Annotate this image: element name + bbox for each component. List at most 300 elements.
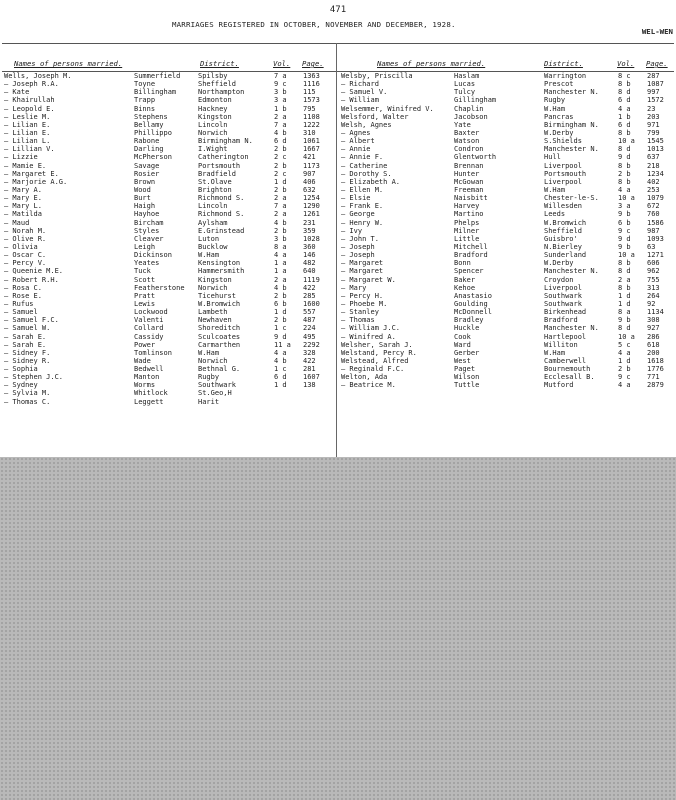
entry-district: W.Ham <box>544 185 566 194</box>
entry-district: Rugby <box>544 96 566 105</box>
entry-spouse: Bedwell <box>134 365 164 374</box>
entry-vol: 7 a <box>274 202 287 211</box>
register-entry <box>341 316 674 324</box>
entry-spouse: Spencer <box>454 267 484 276</box>
entry-district: Newhaven <box>198 316 232 325</box>
entry-spouse: McPherson <box>134 153 172 162</box>
entry-vol: 3 b <box>274 88 287 97</box>
register-entry <box>341 170 674 178</box>
entry-page: 313 <box>647 283 660 292</box>
entry-district: Luton <box>198 234 220 243</box>
entry-vol: 8 b <box>618 259 631 268</box>
entry-name: — Thomas <box>341 316 375 325</box>
entry-page: 402 <box>647 177 660 186</box>
register-entry <box>4 219 334 227</box>
entry-district: Kingston <box>198 112 232 121</box>
entry-district: Southwark <box>544 299 582 308</box>
entry-vol: 6 d <box>274 137 287 146</box>
register-entry <box>4 202 334 210</box>
entry-district: Sculcoates <box>198 332 241 341</box>
entry-spouse: Binns <box>134 104 156 113</box>
register-entry <box>341 276 674 284</box>
entry-spouse: Cook <box>454 332 471 341</box>
entry-name: — Dorothy S. <box>341 169 392 178</box>
entry-vol: 2 c <box>274 169 287 178</box>
register-entry <box>341 113 674 121</box>
entry-vol: 4 a <box>618 185 631 194</box>
entry-name: — Margaret <box>341 259 384 268</box>
entry-page: 1061 <box>303 137 320 146</box>
top-rule <box>2 43 674 44</box>
entry-vol: 2 a <box>274 210 287 219</box>
register-entry <box>4 373 334 381</box>
register-entry <box>341 267 674 275</box>
entry-page: 200 <box>647 348 660 357</box>
entry-district: Spilsby <box>198 72 228 80</box>
entry-name: — Oscar C. <box>4 251 47 260</box>
entry-spouse: Harvey <box>454 202 480 211</box>
entry-page: 1572 <box>647 96 664 105</box>
register-entry <box>341 349 674 357</box>
entry-district: Shoreditch <box>198 324 241 333</box>
entry-spouse: Lockwood <box>134 308 168 317</box>
entry-district: Birmingham N. <box>544 120 599 129</box>
entry-vol: 1 d <box>618 299 631 308</box>
register-entry <box>341 308 674 316</box>
register-entry <box>341 341 674 349</box>
right-vol-header: Vol. <box>617 59 635 68</box>
register-entry <box>4 398 334 406</box>
entry-spouse: Wood <box>134 185 151 194</box>
entry-district: Richmond S. <box>198 210 245 219</box>
entry-page: 1087 <box>647 80 664 89</box>
register-entry <box>4 72 334 80</box>
entry-page: 1108 <box>303 112 320 121</box>
entry-district: St.Geo,H <box>198 389 232 398</box>
entry-spouse: Bonn <box>454 259 471 268</box>
entry-spouse: Collard <box>134 324 164 333</box>
entry-page: 2292 <box>303 340 320 349</box>
entry-vol: 8 d <box>618 324 631 333</box>
entry-page: 755 <box>647 275 660 284</box>
entry-district: Lincoln <box>198 202 228 211</box>
register-entry <box>4 389 334 397</box>
entry-name: — William <box>341 96 379 105</box>
entry-vol: 8 b <box>618 80 631 89</box>
entry-page: 637 <box>647 153 660 162</box>
entry-name: — Catherine <box>341 161 388 170</box>
entry-spouse: Featherstone <box>134 283 185 292</box>
entry-vol: 4 b <box>274 283 287 292</box>
register-entry <box>341 96 674 104</box>
entry-district: Bethnal G. <box>198 365 241 374</box>
entry-name: — Phoebe M. <box>341 299 388 308</box>
entry-page: 92 <box>647 299 656 308</box>
entry-name: — Albert <box>341 137 375 146</box>
entry-page: 360 <box>303 242 316 251</box>
entry-name: — Elizabeth A. <box>341 177 401 186</box>
entry-vol: 9 b <box>618 242 631 251</box>
entry-spouse: Brennan <box>454 161 484 170</box>
entry-name: — Sylvia M. <box>4 389 51 398</box>
entry-vol: 8 a <box>618 308 631 317</box>
entry-page: 640 <box>303 267 316 276</box>
entry-spouse: Glentworth <box>454 153 497 162</box>
entry-name: — Percy V. <box>4 259 47 268</box>
entry-page: 1618 <box>647 356 664 365</box>
register-entry <box>4 259 334 267</box>
right-entry-list <box>341 72 674 389</box>
entry-vol: 10 a <box>618 137 635 146</box>
entry-district: Ticehurst <box>198 291 236 300</box>
entry-spouse: Styles <box>134 226 160 235</box>
entry-name: — Sidney R. <box>4 356 51 365</box>
entry-vol: 9 c <box>618 373 631 382</box>
entry-name: — Joseph <box>341 251 375 260</box>
entry-spouse: Haigh <box>134 202 156 211</box>
entry-page: 1234 <box>647 169 664 178</box>
entry-name: — Rufus <box>4 299 34 308</box>
register-entry <box>4 300 334 308</box>
entry-page: 760 <box>647 210 660 219</box>
entry-district: Croydon <box>544 275 574 284</box>
register-entry <box>341 219 674 227</box>
entry-vol: 8 b <box>618 128 631 137</box>
entry-name: — Olivia <box>4 242 38 251</box>
entry-page: 328 <box>303 348 316 357</box>
entry-district: Willesden <box>544 202 582 211</box>
entry-spouse: Wilson <box>454 373 480 382</box>
register-entry <box>341 88 674 96</box>
register-entry <box>341 381 674 389</box>
surname-range: WEL-WEN <box>641 27 673 36</box>
entry-page: 495 <box>303 332 316 341</box>
entry-spouse: Milner <box>454 226 480 235</box>
entry-district: Sheffield <box>544 226 582 235</box>
entry-vol: 4 a <box>274 251 287 260</box>
entry-district: Harit <box>198 397 220 406</box>
entry-name: — Leslie M. <box>4 112 51 121</box>
register-entry <box>341 365 674 373</box>
entry-vol: 5 c <box>618 340 631 349</box>
entry-page: 1776 <box>647 365 664 374</box>
entry-district: Warrington <box>544 72 587 80</box>
entry-district: W.Ham <box>198 348 220 357</box>
register-entry <box>341 251 674 259</box>
register-entry <box>4 349 334 357</box>
entry-page: 1586 <box>647 218 664 227</box>
entry-vol: 8 b <box>618 283 631 292</box>
page-title: MARRIAGES REGISTERED IN OCTOBER, NOVEMBER AND DECEMBER, 1928. <box>172 20 456 29</box>
entry-spouse: Pratt <box>134 291 156 300</box>
left-district-header: District. <box>200 59 239 68</box>
entry-district: Liverpool <box>544 283 582 292</box>
entry-spouse: Tuttle <box>454 381 480 390</box>
entry-page: 23 <box>647 104 656 113</box>
entry-spouse: McGowan <box>454 177 484 186</box>
entry-spouse: Tulcy <box>454 88 476 97</box>
entry-page: 482 <box>303 259 316 268</box>
entry-name: — Norah M. <box>4 226 47 235</box>
entry-vol: 4 a <box>274 348 287 357</box>
entry-district: Sheffield <box>198 80 236 89</box>
entry-spouse: Scott <box>134 275 156 284</box>
entry-spouse: Yate <box>454 120 471 129</box>
entry-district: Hammersmith <box>198 267 245 276</box>
entry-name: — Lillian V. <box>4 145 55 154</box>
entry-name: Welsher, Sarah J. <box>341 340 413 349</box>
entry-vol: 3 a <box>618 202 631 211</box>
register-entry <box>4 80 334 88</box>
left-entry-list <box>4 72 334 406</box>
entry-spouse: Wade <box>134 356 151 365</box>
entry-page: 224 <box>303 324 316 333</box>
entry-page: 557 <box>303 308 316 317</box>
entry-district: Sunderland <box>544 251 587 260</box>
entry-district: Lambeth <box>198 308 228 317</box>
entry-name: — Agnes <box>341 128 371 137</box>
entry-page: 987 <box>647 226 660 235</box>
entry-name: — Marjorie A.G. <box>4 177 68 186</box>
entry-vol: 1 d <box>274 308 287 317</box>
register-entry <box>4 284 334 292</box>
register-entry <box>341 121 674 129</box>
entry-name: Welton, Ada <box>341 373 388 382</box>
entry-spouse: Cleaver <box>134 234 164 243</box>
entry-vol: 4 a <box>618 348 631 357</box>
entry-spouse: Tuck <box>134 267 151 276</box>
entry-vol: 6 d <box>274 373 287 382</box>
entry-spouse: Stephens <box>134 112 168 121</box>
entry-vol: 2 b <box>618 365 631 374</box>
entry-name: — Lizzie <box>4 153 38 162</box>
entry-district: Manchester N. <box>544 88 599 97</box>
entry-vol: 8 d <box>618 267 631 276</box>
entry-vol: 11 a <box>274 340 291 349</box>
entry-spouse: Gerber <box>454 348 480 357</box>
entry-page: 1573 <box>303 96 320 105</box>
entry-vol: 8 d <box>618 145 631 154</box>
register-entry <box>4 365 334 373</box>
entry-name: Welsemmer, Winifred V. <box>341 104 434 113</box>
entry-name: — William J.C. <box>341 324 401 333</box>
entry-spouse: Phillippo <box>134 128 172 137</box>
entry-vol: 2 b <box>274 291 287 300</box>
entry-spouse: Chaplin <box>454 104 484 113</box>
entry-spouse: Bircham <box>134 218 164 227</box>
entry-district: W.Derby <box>544 259 574 268</box>
entry-page: 997 <box>647 88 660 97</box>
entry-page: 1093 <box>647 234 664 243</box>
entry-district: Rugby <box>198 373 220 382</box>
entry-district: St.Olave <box>198 177 232 186</box>
entry-page: 927 <box>647 324 660 333</box>
entry-spouse: Watson <box>454 137 480 146</box>
register-entry <box>4 137 334 145</box>
entry-spouse: Toyne <box>134 80 156 89</box>
entry-vol: 8 d <box>618 88 631 97</box>
entry-name: — Mary <box>341 283 367 292</box>
entry-name: — Annie F. <box>341 153 384 162</box>
entry-page: 287 <box>647 72 660 80</box>
entry-name: — Leopold E. <box>4 104 55 113</box>
entry-district: Leeds <box>544 210 566 219</box>
entry-district: Ecclesall B. <box>544 373 595 382</box>
entry-district: Manchester N. <box>544 145 599 154</box>
entry-district: Carmarthen <box>198 340 241 349</box>
entry-vol: 2 a <box>274 112 287 121</box>
entry-district: Richmond S. <box>198 194 245 203</box>
entry-name: — Maud <box>4 218 30 227</box>
entry-name: — Mary E. <box>4 194 42 203</box>
entry-spouse: Darling <box>134 145 164 154</box>
entry-vol: 8 b <box>618 177 631 186</box>
entry-district: E.Grinstead <box>198 226 245 235</box>
register-entry <box>341 243 674 251</box>
entry-name: — Lilian E. <box>4 120 51 129</box>
entry-spouse: Huckle <box>454 324 480 333</box>
register-entry <box>341 202 674 210</box>
entry-name: — Stanley <box>341 308 379 317</box>
entry-name: — Lilian L. <box>4 137 51 146</box>
entry-name: — Joseph <box>341 242 375 251</box>
register-entry <box>4 243 334 251</box>
entry-page: 1545 <box>647 137 664 146</box>
entry-name: — Sarah E. <box>4 340 47 349</box>
entry-name: — Samuel W. <box>4 324 51 333</box>
entry-page: 281 <box>303 365 316 374</box>
entry-name: — Percy H. <box>341 291 384 300</box>
entry-name: — Mary A. <box>4 185 42 194</box>
entry-page: 285 <box>303 291 316 300</box>
entry-vol: 1 b <box>618 112 631 121</box>
entry-page: 962 <box>647 267 660 276</box>
register-entry <box>4 227 334 235</box>
entry-district: Hackney <box>198 104 228 113</box>
entry-spouse: Hayhoe <box>134 210 160 219</box>
entry-vol: 3 a <box>274 96 287 105</box>
entry-spouse: Gillingham <box>454 96 497 105</box>
entry-district: Manchester N. <box>544 267 599 276</box>
entry-page: 606 <box>647 259 660 268</box>
entry-district: Brighton <box>198 185 232 194</box>
register-entry <box>341 194 674 202</box>
entry-page: 1116 <box>303 80 320 89</box>
entry-spouse: Cassidy <box>134 332 164 341</box>
entry-district: W.Bromwich <box>198 299 241 308</box>
entry-district: Liverpool <box>544 177 582 186</box>
entry-vol: 4 a <box>618 381 631 390</box>
entry-vol: 8 a <box>274 242 287 251</box>
entry-page: 422 <box>303 283 316 292</box>
register-entry <box>341 153 674 161</box>
entry-spouse: Jacobson <box>454 112 488 121</box>
entry-spouse: Anastasio <box>454 291 492 300</box>
entry-vol: 1 d <box>274 381 287 390</box>
register-entry <box>4 170 334 178</box>
entry-spouse: Hunter <box>454 169 480 178</box>
register-entry <box>4 162 334 170</box>
entry-district: Portsmouth <box>198 161 241 170</box>
entry-vol: 2 a <box>274 275 287 284</box>
register-entry <box>4 276 334 284</box>
entry-name: Welstand, Percy R. <box>341 348 417 357</box>
register-entry <box>341 284 674 292</box>
entry-vol: 9 b <box>618 316 631 325</box>
entry-spouse: Tomlinson <box>134 348 172 357</box>
entry-spouse: Valenti <box>134 316 164 325</box>
entry-district: W.Ham <box>198 251 220 260</box>
entry-page: 264 <box>647 291 660 300</box>
entry-district: Catherington <box>198 153 249 162</box>
entry-spouse: Power <box>134 340 156 349</box>
entry-page: 231 <box>303 218 316 227</box>
entry-page: 308 <box>647 316 660 325</box>
entry-name: — Frank E. <box>341 202 384 211</box>
register-entry <box>4 194 334 202</box>
entry-vol: 9 c <box>618 226 631 235</box>
entry-vol: 1 c <box>274 324 287 333</box>
register-entry <box>4 153 334 161</box>
entry-vol: 2 c <box>274 153 287 162</box>
entry-vol: 1 a <box>274 267 287 276</box>
entry-page: 799 <box>647 128 660 137</box>
entry-name: — Ivy <box>341 226 363 235</box>
entry-spouse: Rabone <box>134 137 160 146</box>
left-names-header: Names of persons married. <box>14 59 123 68</box>
entry-name: — Ellen M. <box>341 185 384 194</box>
entry-name: — Samuel <box>4 308 38 317</box>
entry-name: Welsford, Walter <box>341 112 409 121</box>
entry-page: 406 <box>303 177 316 186</box>
right-page-header: Page. <box>646 59 668 68</box>
entry-district: Norwich <box>198 356 228 365</box>
entry-page: 2879 <box>647 381 664 390</box>
page-number: 471 <box>329 5 347 15</box>
entry-vol: 2 b <box>274 145 287 154</box>
entry-spouse: Savage <box>134 161 160 170</box>
entry-district: Bradford <box>544 316 578 325</box>
entry-vol: 9 d <box>618 234 631 243</box>
entry-spouse: Yeates <box>134 259 160 268</box>
entry-district: Pancras <box>544 112 574 121</box>
register-entry <box>341 178 674 186</box>
entry-district: W.Ham <box>544 104 566 113</box>
entry-name: Wells, Joseph M. <box>4 72 72 80</box>
entry-name: Welstead, Alfred <box>341 356 409 365</box>
entry-page: 907 <box>303 169 316 178</box>
entry-page: 1028 <box>303 234 320 243</box>
entry-page: 310 <box>303 128 316 137</box>
register-entry <box>341 235 674 243</box>
entry-name: — John T. <box>341 234 379 243</box>
entry-page: 115 <box>303 88 316 97</box>
entry-spouse: West <box>454 356 471 365</box>
entry-page: 203 <box>647 112 660 121</box>
entry-name: — Samuel F.C. <box>4 316 59 325</box>
entry-vol: 1 b <box>274 104 287 113</box>
entry-district: W.Ham <box>544 348 566 357</box>
entry-district: Bradfield <box>198 169 236 178</box>
register-entry <box>4 381 334 389</box>
register-entry <box>4 96 334 104</box>
entry-vol: 1 d <box>618 291 631 300</box>
register-entry <box>341 145 674 153</box>
entry-spouse: Baker <box>454 275 476 284</box>
column-divider <box>336 43 337 457</box>
entry-district: Camberwell <box>544 356 587 365</box>
entry-district: Edmonton <box>198 96 232 105</box>
